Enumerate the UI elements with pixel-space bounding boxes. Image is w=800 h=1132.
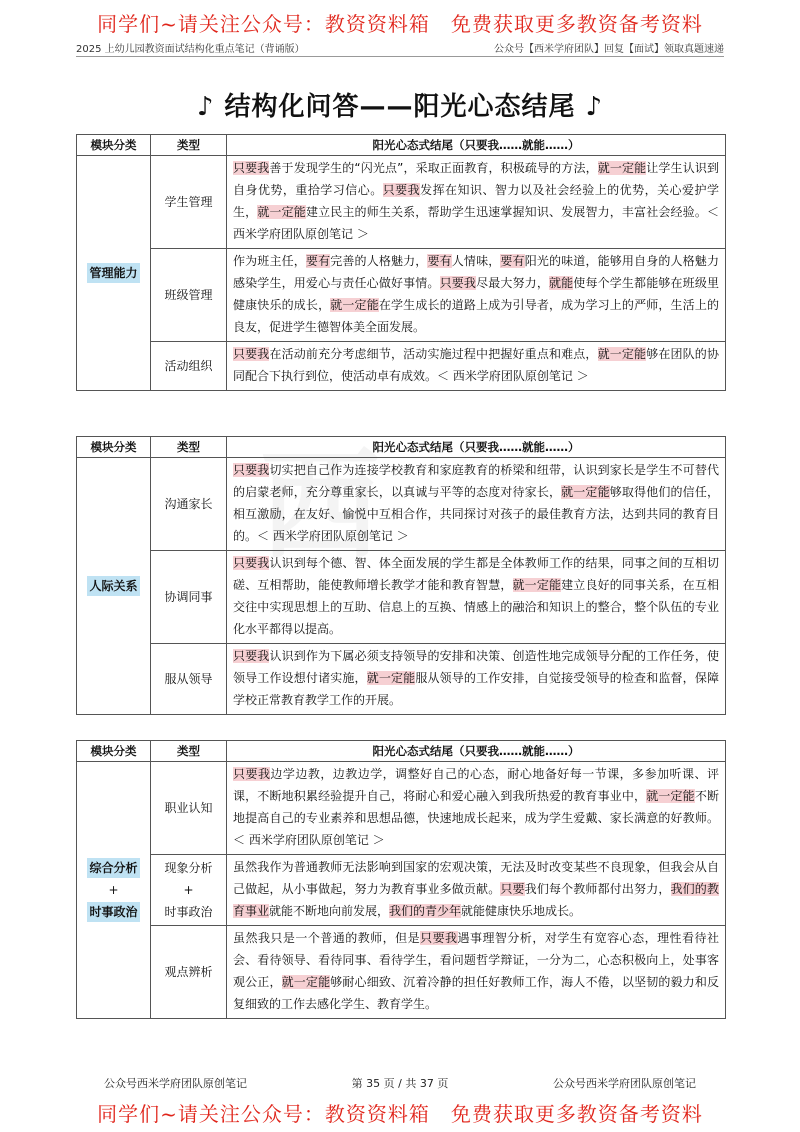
- highlight-keyword: 就一定能: [646, 789, 695, 803]
- content-text: 人情味，: [451, 254, 501, 268]
- highlight-keyword: 只要我: [233, 463, 270, 477]
- content-cell: [227, 855, 726, 926]
- col-header-ending: 阳光心态式结尾（只要我……就能……）: [227, 741, 726, 762]
- content-cell: [227, 644, 726, 715]
- table-row: [77, 249, 726, 342]
- page-number: 第 35 页 / 共 37 页: [351, 1077, 449, 1090]
- module-label: 综合分析: [87, 858, 139, 878]
- content-text: 够耐心细致、沉着冷静的担任好教师工作，海人不倦，以坚韧的毅力和反复细致的工作去感化学生、教育学生。: [233, 975, 719, 1011]
- col-header-module: 模块分类: [77, 437, 151, 458]
- highlight-keyword: 就一定能: [597, 161, 647, 175]
- highlight-keyword: 就能: [548, 276, 574, 290]
- content-text: 认识到作为下属必须支持领导的安排和决策、创造性地完成领导分配的工作任务，使领导工作设想付诸实施，: [233, 649, 719, 685]
- content-cell: [227, 156, 726, 249]
- content-text: 尽最大努力，: [476, 276, 549, 290]
- content-text: 切实把自己作为连接学校教育和家庭教育的桥梁和纽带，认识到家长是学生不可替代的启蒙老师，充分尊重家长，以真诚与平等的态度对待家长，: [233, 463, 719, 499]
- highlight-keyword: 只要我: [233, 161, 270, 175]
- type-cell: 班级管理: [151, 249, 227, 342]
- content-text: 建立民主的师生关系，帮助学生迅速掌握知识、发展智力，丰富社会经验。＜ 西米学府团队原创笔记 ＞: [233, 205, 719, 241]
- table-row: [77, 762, 726, 855]
- content-text: 我们每个教师都付出努力，: [524, 882, 671, 896]
- content-text: 够在团队的协同配合下执行到位，使活动卓有成效。＜ 西米学府团队原创笔记 ＞: [233, 347, 719, 383]
- table-row: [77, 644, 726, 715]
- content-text: 就能健康快乐地成长。: [461, 904, 582, 918]
- page-header: [76, 40, 724, 57]
- content-text: 完善的人格魅力，: [330, 254, 428, 268]
- module-label: 管理能力: [87, 263, 139, 283]
- type-cell: 学生管理: [151, 156, 227, 249]
- content-text: 遇事理智分析，对学生有宽容心态，理性看待社会、看待领导、看待同事、看待学生，看问题哲学辩证，一分为二，心态积极向上，处事客观公正，: [233, 931, 719, 989]
- content-text: 不断地提高自己的专业素养和思想品德，快速地成长起来，成为学生爱戴、家长满意的好教师。＜ 西米学府团队原创笔记 ＞: [233, 789, 719, 847]
- content-text: 服从领导的工作安排，自觉接受领导的检查和监督，保障学校正常教育教学工作的开展。: [233, 671, 719, 707]
- table-row: [77, 551, 726, 644]
- content-text: 虽然我作为普通教师无法影响到国家的宏观决策，无法及时改变某些不良现象，但我会从自己做起，从小事做起，努力为教育事业多做贡献。: [233, 860, 719, 896]
- col-header-module: 模块分类: [77, 135, 151, 156]
- highlight-keyword: 只要我: [420, 931, 458, 945]
- table-header-row: [77, 135, 726, 156]
- highlight-keyword: 要有: [500, 254, 525, 268]
- module-cell: [77, 458, 151, 715]
- content-cell: [227, 762, 726, 855]
- type-cell: 职业认知: [151, 762, 227, 855]
- type-cell: 观点辨析: [151, 926, 227, 1019]
- highlight-keyword: 只要我: [439, 276, 477, 290]
- highlight-keyword: 就一定能: [597, 347, 647, 361]
- highlight-keyword: 只要: [500, 882, 525, 896]
- highlight-keyword: 就一定能: [330, 298, 379, 312]
- type-line: +: [183, 883, 194, 897]
- content-text: 善于发现学生的“闪光点”，采取正面教育，积极疏导的方法，: [269, 161, 598, 175]
- type-cell: 活动组织: [151, 342, 227, 391]
- type-cell: 协调同事: [151, 551, 227, 644]
- content-text: 够取得他们的信任，相互激励，在友好、愉悦中互相合作，共同探讨对孩子的最佳教育方法，达到共同的教育目的。＜ 西米学府团队原创笔记 ＞: [233, 485, 719, 543]
- highlight-keyword: 要有: [305, 254, 331, 268]
- type-cell: 沟通家长: [151, 458, 227, 551]
- table-management: [76, 134, 726, 391]
- module-label: 人际关系: [87, 576, 139, 596]
- content-text: 认识到每个德、智、体全面发展的学生都是全体教师工作的结果，同事之间的互相切磋、互相帮助，能使教师增长教学才能和教育智慧，: [233, 556, 719, 592]
- content-text: 边学边教，边教边学，调整好自己的心态，耐心地备好每一节课，多参加听课、评课，不断地积累经验提升自己，将耐心和爱心融入到我所热爱的教育事业中，: [233, 767, 719, 803]
- footer-left-text: 公众号西米学府团队原创笔记: [104, 1077, 247, 1090]
- table-row: [77, 855, 726, 926]
- highlight-keyword: 只要我: [233, 767, 271, 781]
- col-header-module: 模块分类: [77, 741, 151, 762]
- highlight-keyword: 只要我: [233, 556, 270, 570]
- table-row: [77, 156, 726, 249]
- header-left-text: 2025 上幼儿园教资面试结构化重点笔记（背诵版）: [76, 44, 305, 55]
- content-text: 就能不断地向前发展，: [269, 904, 390, 918]
- content-cell: [227, 342, 726, 391]
- content-cell: [227, 458, 726, 551]
- table-header-row: [77, 437, 726, 458]
- content-text: 作为班主任，: [233, 254, 306, 268]
- content-text: 建立良好的同事关系，在互相交往中实现思想上的互助、信息上的互换、情感上的融洽和知识上的整合，整个队伍的专业化水平都得以提高。: [233, 578, 719, 636]
- content-cell: [227, 926, 726, 1019]
- col-header-type: 类型: [151, 437, 227, 458]
- module-label: 时事政治: [87, 902, 139, 922]
- highlight-keyword: 就一定能: [561, 485, 610, 499]
- module-plus: +: [108, 883, 119, 897]
- highlight-keyword: 就一定能: [257, 205, 306, 219]
- highlight-keyword: 就一定能: [512, 578, 562, 592]
- highlight-keyword: 只要我: [233, 649, 270, 663]
- content-text: 让学生认识到自身优势，重拾学习信心。: [233, 161, 719, 197]
- type-cell: [151, 855, 227, 926]
- page-title: ♪ 结构化问答——阳光心态结尾 ♪: [196, 92, 604, 122]
- content-cell: [227, 551, 726, 644]
- table-relations: [76, 436, 726, 715]
- highlight-keyword: 只要我: [233, 347, 270, 361]
- type-line: 现象分析: [164, 861, 213, 875]
- header-right-text: 公众号【西米学府团队】回复【面试】领取真题速递: [494, 44, 724, 55]
- table-analysis: [76, 740, 726, 1019]
- col-header-ending: 阳光心态式结尾（只要我……就能……）: [227, 437, 726, 458]
- table-row: [77, 342, 726, 391]
- highlight-keyword: 就一定能: [366, 671, 416, 685]
- col-header-type: 类型: [151, 741, 227, 762]
- highlight-keyword: 我们的青少年: [389, 904, 462, 918]
- promo-banner-bottom: 同学们~请关注公众号：教资资料箱 免费获取更多教资备考资料: [97, 1102, 703, 1126]
- highlight-keyword: 要有: [427, 254, 452, 268]
- content-text: 使每个学生都能够在班级里健康快乐的成长，: [233, 276, 719, 312]
- footer-right-text: 公众号西米学府团队原创笔记: [553, 1077, 696, 1090]
- content-text: 虽然我只是一个普通的教师，但是: [233, 931, 421, 945]
- content-text: 在学生成长的道路上成为引导者，成为学习上的严师，生活上的良友，促进学生德智体美全面发展。: [233, 298, 719, 334]
- highlight-keyword: 就一定能: [281, 975, 331, 989]
- col-header-type: 类型: [151, 135, 227, 156]
- table-row: [77, 926, 726, 1019]
- col-header-ending: 阳光心态式结尾（只要我……就能……）: [227, 135, 726, 156]
- content-text: 发挥在知识、智力以及社会经验上的优势，关心爱护学生，: [233, 183, 719, 219]
- highlight-keyword: 只要我: [382, 183, 421, 197]
- content-cell: [227, 249, 726, 342]
- promo-banner-top: 同学们~请关注公众号：教资资料箱 免费获取更多教资备考资料: [97, 12, 703, 36]
- table-header-row: [77, 741, 726, 762]
- type-cell: 服从领导: [151, 644, 227, 715]
- table-row: [77, 458, 726, 551]
- module-cell: [77, 762, 151, 1019]
- content-text: 阳光的味道，能够用自身的人格魅力感染学生，用爱心与责任心做好事情。: [233, 254, 719, 290]
- highlight-keyword: 我们的教育事业: [233, 882, 719, 918]
- type-line: 时事政治: [164, 905, 213, 919]
- module-cell: [77, 156, 151, 391]
- content-text: 在活动前充分考虑细节，活动实施过程中把握好重点和难点，: [269, 347, 598, 361]
